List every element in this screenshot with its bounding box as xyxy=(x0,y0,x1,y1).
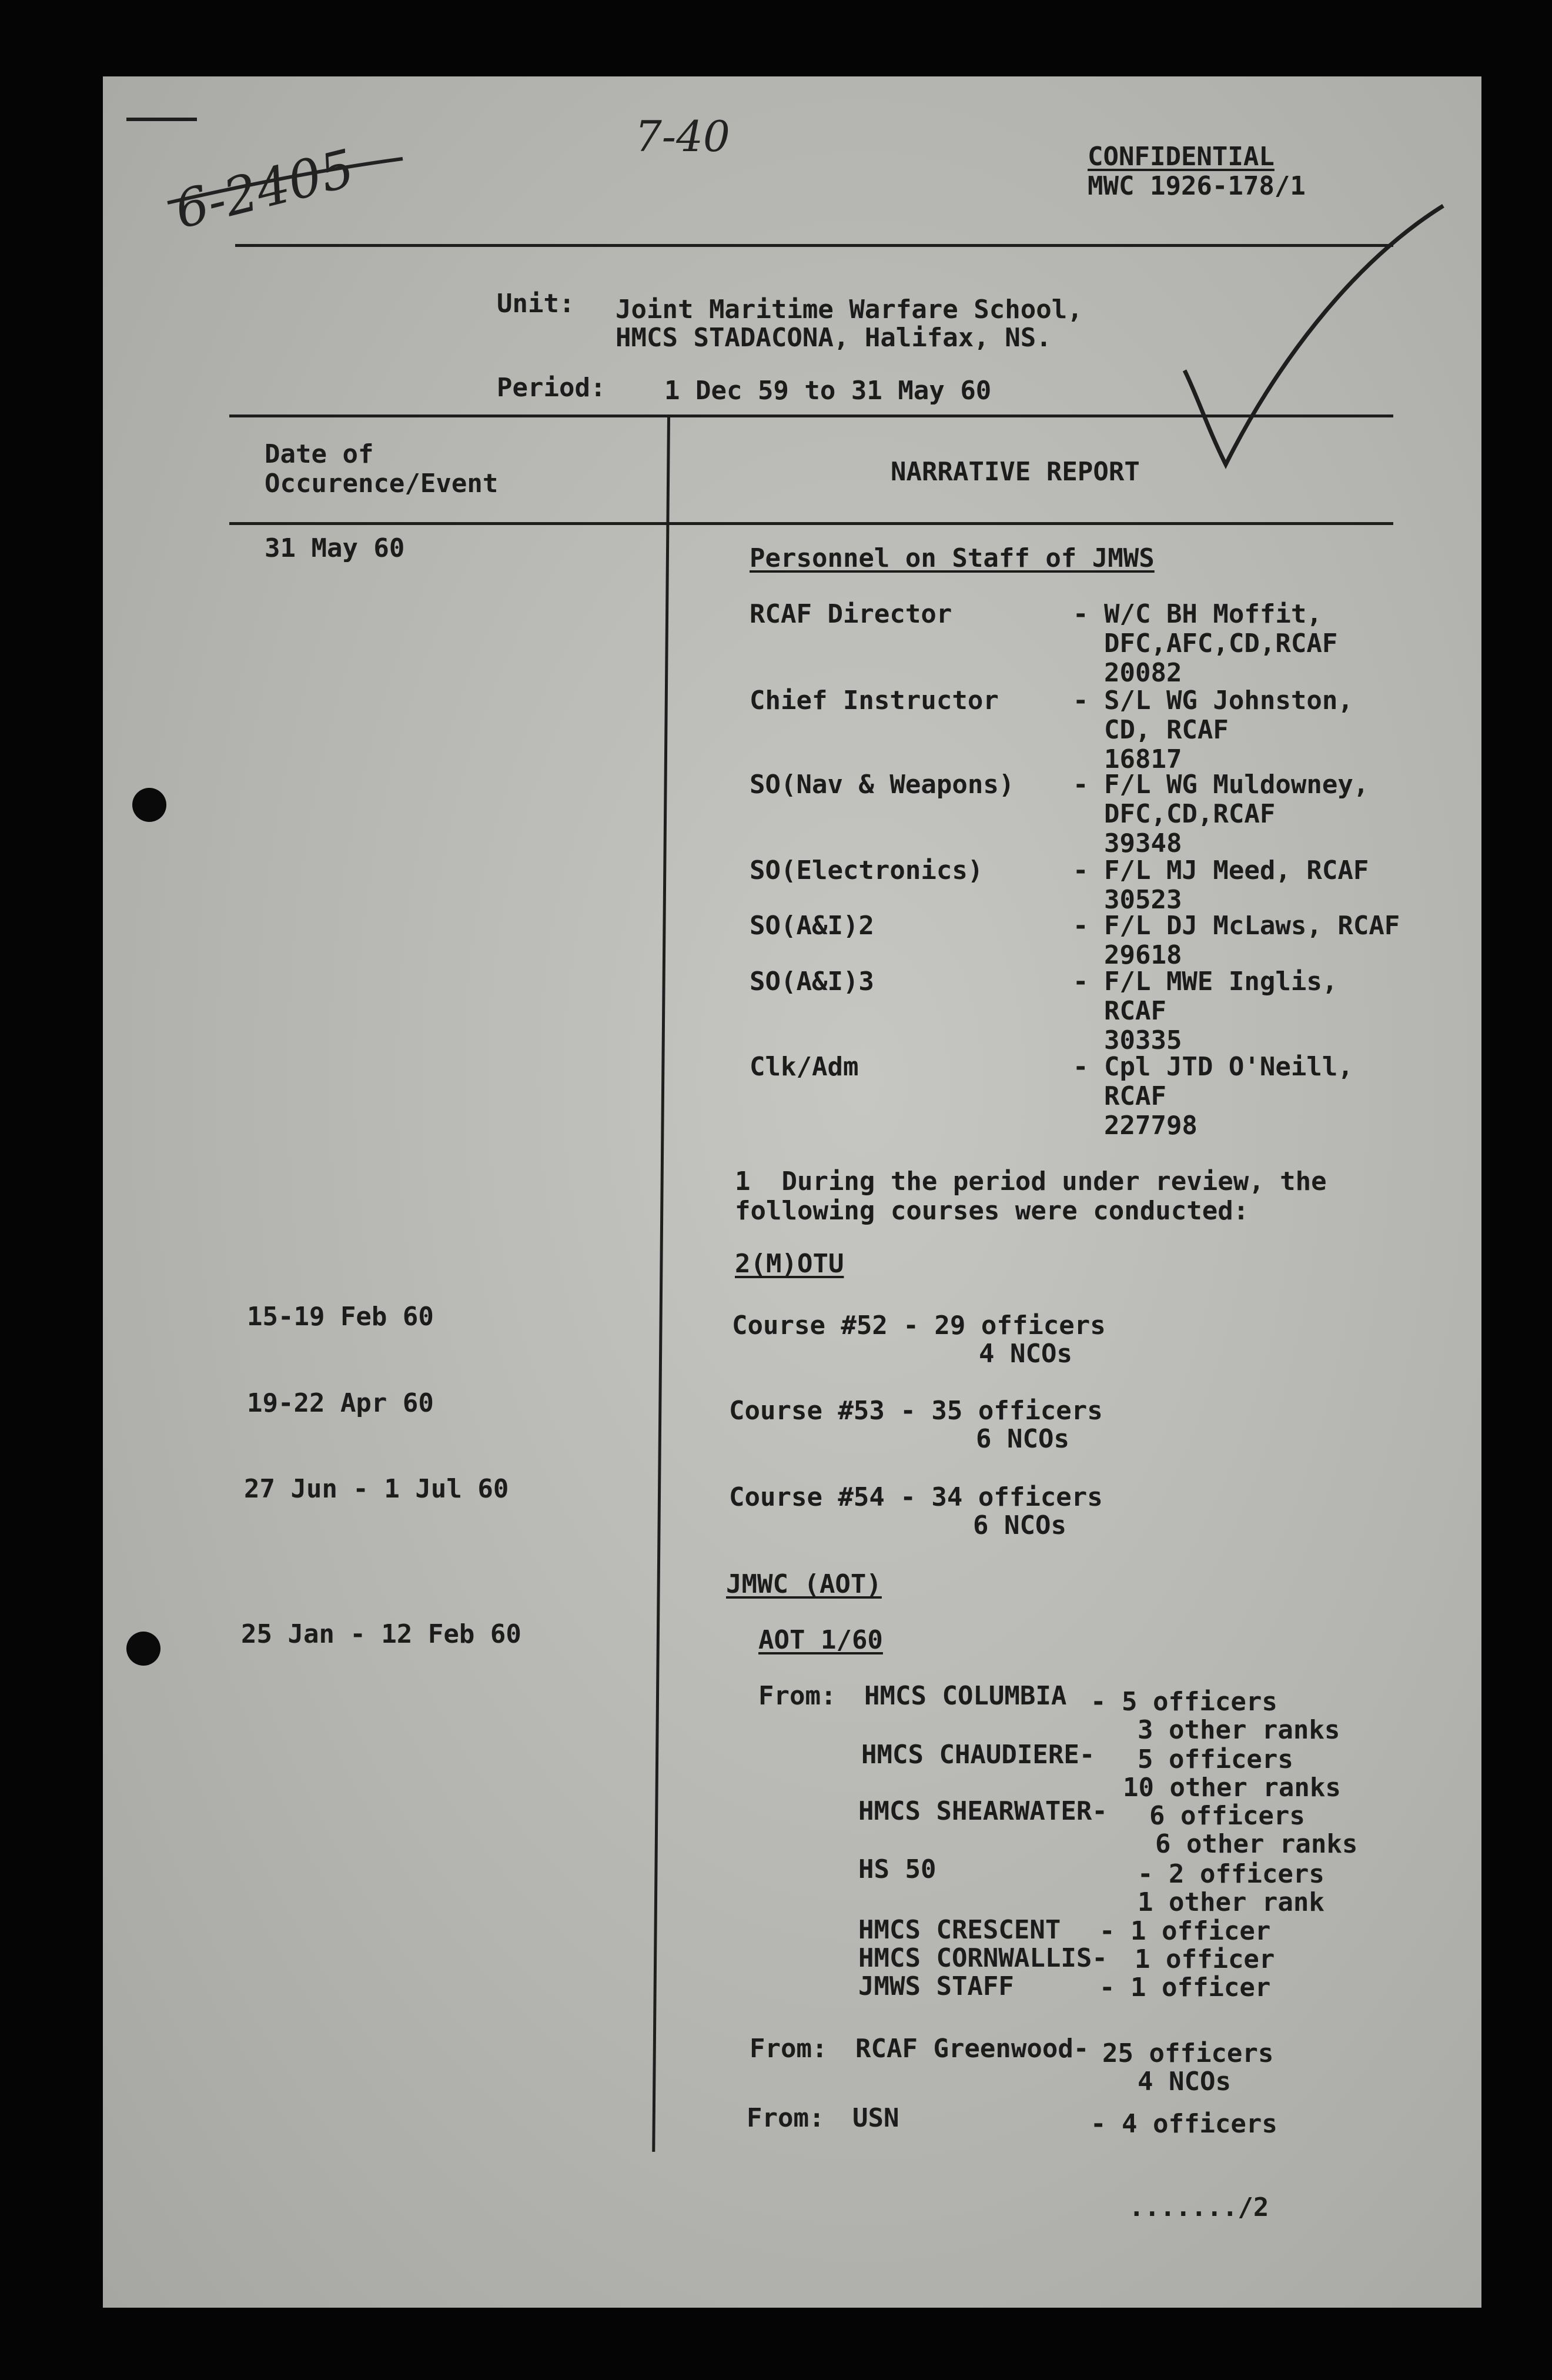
col-date-line-2: Occurence/Event xyxy=(265,469,499,499)
course-date: 15-19 Feb 60 xyxy=(247,1302,434,1332)
unit-line-1: Joint Maritime Warfare School, xyxy=(616,295,1083,325)
unit-name: HMCS CORNWALLIS- xyxy=(858,1943,1108,1973)
course-line-2: 4 NCOs xyxy=(979,1339,1072,1369)
handwritten-file-number: 6-2405 xyxy=(169,138,360,240)
staff-role: Chief Instructor xyxy=(750,686,999,716)
staff-role: RCAF Director xyxy=(750,599,952,629)
staff-heading: Personnel on Staff of JMWS xyxy=(750,543,1155,573)
unit-name: USN xyxy=(852,2103,899,2133)
unit-extra: 6 other ranks xyxy=(1155,1829,1358,1859)
column-divider xyxy=(652,417,670,2152)
table-header-rule xyxy=(229,522,1393,525)
from-label: From: xyxy=(750,2034,828,2064)
punch-hole-bottom xyxy=(126,1632,160,1666)
unit-count: - 2 officers xyxy=(1138,1859,1324,1889)
course-line-1: Course #52 - 29 officers xyxy=(732,1311,1106,1341)
unit-count: - 4 officers xyxy=(1091,2109,1277,2139)
unit-count: 25 officers xyxy=(1102,2038,1274,2068)
course-line-1: Course #53 - 35 officers xyxy=(729,1396,1103,1426)
unit-extra: 4 NCOs xyxy=(1138,2067,1231,2097)
corner-dash xyxy=(126,118,197,121)
course-date: 19-22 Apr 60 xyxy=(247,1388,434,1418)
course-line-1: Course #54 - 34 officers xyxy=(729,1482,1103,1512)
unit-name: HMCS CHAUDIERE- xyxy=(861,1740,1095,1770)
otu-heading: 2(M)OTU xyxy=(735,1249,844,1279)
staff-name: - W/C BH Moffit, DFC,AFC,CD,RCAF 20082 xyxy=(1073,599,1338,688)
staff-role: SO(Electronics) xyxy=(750,855,984,885)
header-rule xyxy=(235,244,1393,247)
period-label: Period: xyxy=(497,373,606,403)
strike-mark xyxy=(162,147,414,253)
handwritten-page-mark: 7-40 xyxy=(635,112,730,161)
unit-count: 1 officer xyxy=(1135,1944,1275,1974)
unit-count: 6 officers xyxy=(1149,1801,1305,1831)
unit-name: JMWS STAFF xyxy=(858,1971,1014,2001)
col-date-line-1: Date of xyxy=(265,439,374,469)
paragraph-1-line-2: following courses were conducted: xyxy=(735,1196,1249,1226)
unit-name: RCAF Greenwood- xyxy=(855,2034,1089,2064)
course-line-2: 6 NCOs xyxy=(973,1510,1066,1540)
unit-name: HMCS COLUMBIA xyxy=(864,1681,1067,1711)
unit-count: - 1 officer xyxy=(1099,1916,1271,1946)
from-label: From: xyxy=(758,1681,837,1711)
unit-count: - 5 officers xyxy=(1091,1687,1277,1717)
document-page xyxy=(103,76,1481,2308)
staff-name: - F/L MWE Inglis, RCAF 30335 xyxy=(1073,967,1338,1055)
staff-role: SO(A&I)2 xyxy=(750,911,874,941)
jmwc-date: 25 Jan - 12 Feb 60 xyxy=(241,1619,521,1649)
course-date: 27 Jun - 1 Jul 60 xyxy=(244,1474,509,1504)
unit-name: HS 50 xyxy=(858,1854,936,1884)
paragraph-1-line-1: 1 During the period under review, the xyxy=(735,1166,1327,1196)
unit-extra: 1 other rank xyxy=(1138,1887,1324,1917)
staff-role: Clk/Adm xyxy=(750,1052,859,1082)
unit-name: HMCS CRESCENT xyxy=(858,1915,1061,1945)
unit-name: HMCS SHEARWATER- xyxy=(858,1796,1108,1826)
staff-role: SO(Nav & Weapons) xyxy=(750,770,1015,800)
course-line-2: 6 NCOs xyxy=(976,1424,1069,1454)
staff-name: - F/L DJ McLaws, RCAF 29618 xyxy=(1073,911,1400,970)
table-top-rule xyxy=(229,415,1393,417)
unit-line-2: HMCS STADACONA, Halifax, NS. xyxy=(616,323,1052,353)
reference-number: MWC 1926-178/1 xyxy=(1088,171,1306,201)
from-label: From: xyxy=(747,2103,825,2133)
staff-name: - F/L WG Muldowney, DFC,CD,RCAF 39348 xyxy=(1073,770,1369,858)
aot-heading: AOT 1/60 xyxy=(758,1625,883,1655)
unit-extra: 3 other ranks xyxy=(1138,1715,1340,1745)
unit-count: 5 officers xyxy=(1138,1744,1293,1774)
check-mark xyxy=(1173,194,1455,476)
continuation-marker: ......./2 xyxy=(1129,2192,1269,2222)
period-value: 1 Dec 59 to 31 May 60 xyxy=(664,376,992,406)
staff-name: - Cpl JTD O'Neill, RCAF 227798 xyxy=(1073,1052,1353,1141)
classification-label: CONFIDENTIAL xyxy=(1088,142,1275,172)
staff-name: - F/L MJ Meed, RCAF 30523 xyxy=(1073,855,1369,915)
unit-count: - 1 officer xyxy=(1099,1973,1271,2003)
unit-label: Unit: xyxy=(497,289,575,319)
staff-name: - S/L WG Johnston, CD, RCAF 16817 xyxy=(1073,686,1353,774)
jmwc-heading: JMWC (AOT) xyxy=(726,1569,882,1599)
staff-role: SO(A&I)3 xyxy=(750,967,874,997)
staff-date: 31 May 60 xyxy=(265,533,405,563)
unit-extra: 10 other ranks xyxy=(1123,1773,1341,1803)
col-narrative-header: NARRATIVE REPORT xyxy=(891,457,1140,487)
punch-hole-top xyxy=(132,788,166,822)
